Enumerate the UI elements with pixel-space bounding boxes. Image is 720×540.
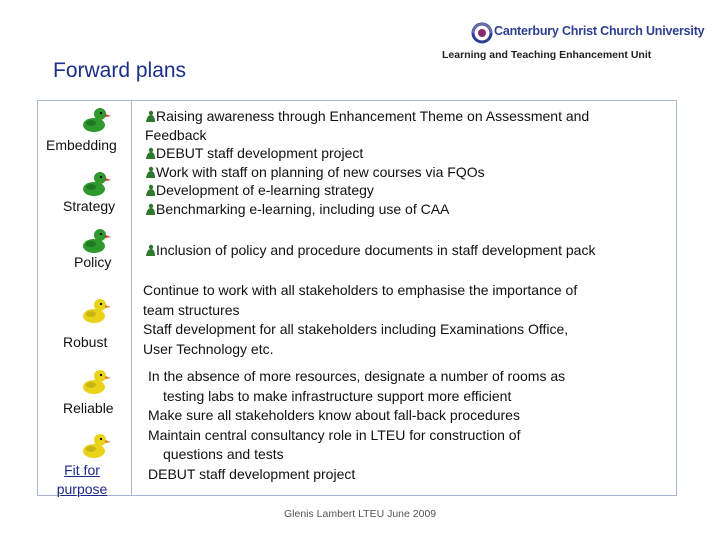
list-item-continued: Feedback — [145, 126, 207, 143]
page-title: Forward plans — [53, 59, 187, 82]
figure-bullet-icon — [145, 203, 155, 215]
text-line: DEBUT staff development project — [148, 465, 356, 482]
stage-robust: Robust — [63, 334, 108, 350]
list-item: DEBUT staff development project — [145, 144, 589, 163]
list-item: Inclusion of policy and procedure documents in staff development pack — [145, 241, 595, 260]
text-line: Make sure all stakeholders know about fall-back procedures — [148, 407, 520, 423]
text-line: team structures — [143, 301, 240, 318]
stage-embedding: Embedding — [46, 137, 117, 153]
unit-name: Learning and Teaching Enhancement Unit — [442, 49, 652, 61]
figure-bullet-icon — [145, 147, 155, 159]
yellow-duck-icon — [81, 430, 111, 460]
stage-reliable: Reliable — [63, 400, 114, 416]
policy-list — [145, 241, 595, 260]
text-line: Staff development for all stakeholders including Examinations Office, — [143, 321, 569, 337]
stage-fit-line1: Fit for — [64, 462, 100, 478]
stage-fit-for-purpose-link[interactable] — [44, 461, 120, 499]
logo-emblem-icon — [473, 24, 491, 42]
robust-text — [143, 281, 577, 359]
text-line: Maintain central consultancy role in LTEU for construction of — [148, 426, 521, 443]
column-divider — [131, 101, 132, 495]
embedding-list — [145, 107, 589, 218]
stage-strategy: Strategy — [63, 198, 116, 214]
figure-bullet-icon — [145, 244, 155, 256]
stage-policy: Policy — [74, 254, 112, 270]
yellow-duck-icon — [81, 366, 111, 396]
green-duck-icon — [81, 104, 111, 134]
green-duck-icon — [81, 225, 111, 255]
text-line: User Technology etc. — [143, 340, 274, 357]
text-line: testing labs to make infrastructure support more efficient — [163, 387, 512, 404]
figure-bullet-icon — [145, 166, 155, 178]
list-item: Development of e-learning strategy — [145, 181, 589, 200]
yellow-duck-icon — [81, 295, 111, 325]
list-item: Raising awareness through Enhancement Theme on Assessment and — [145, 107, 589, 126]
list-item: Benchmarking e-learning, including use of CAA — [145, 200, 589, 219]
figure-bullet-icon — [145, 184, 155, 196]
list-item: Work with staff on planning of new courses via FQOs — [145, 163, 589, 182]
text-line: In the absence of more resources, designate a number of rooms as — [148, 368, 566, 384]
footer-credit: Glenis Lambert LTEU June 2009 — [284, 508, 437, 520]
figure-bullet-icon — [145, 110, 155, 122]
text-line: Continue to work with all stakeholders to emphasise the importance of — [143, 282, 578, 298]
reliable-text — [148, 367, 565, 484]
green-duck-icon — [81, 168, 111, 198]
stage-fit-line2: purpose — [56, 481, 108, 497]
text-line: questions and tests — [163, 446, 284, 462]
university-logo-text: Canterbury Christ Church University — [494, 24, 705, 38]
